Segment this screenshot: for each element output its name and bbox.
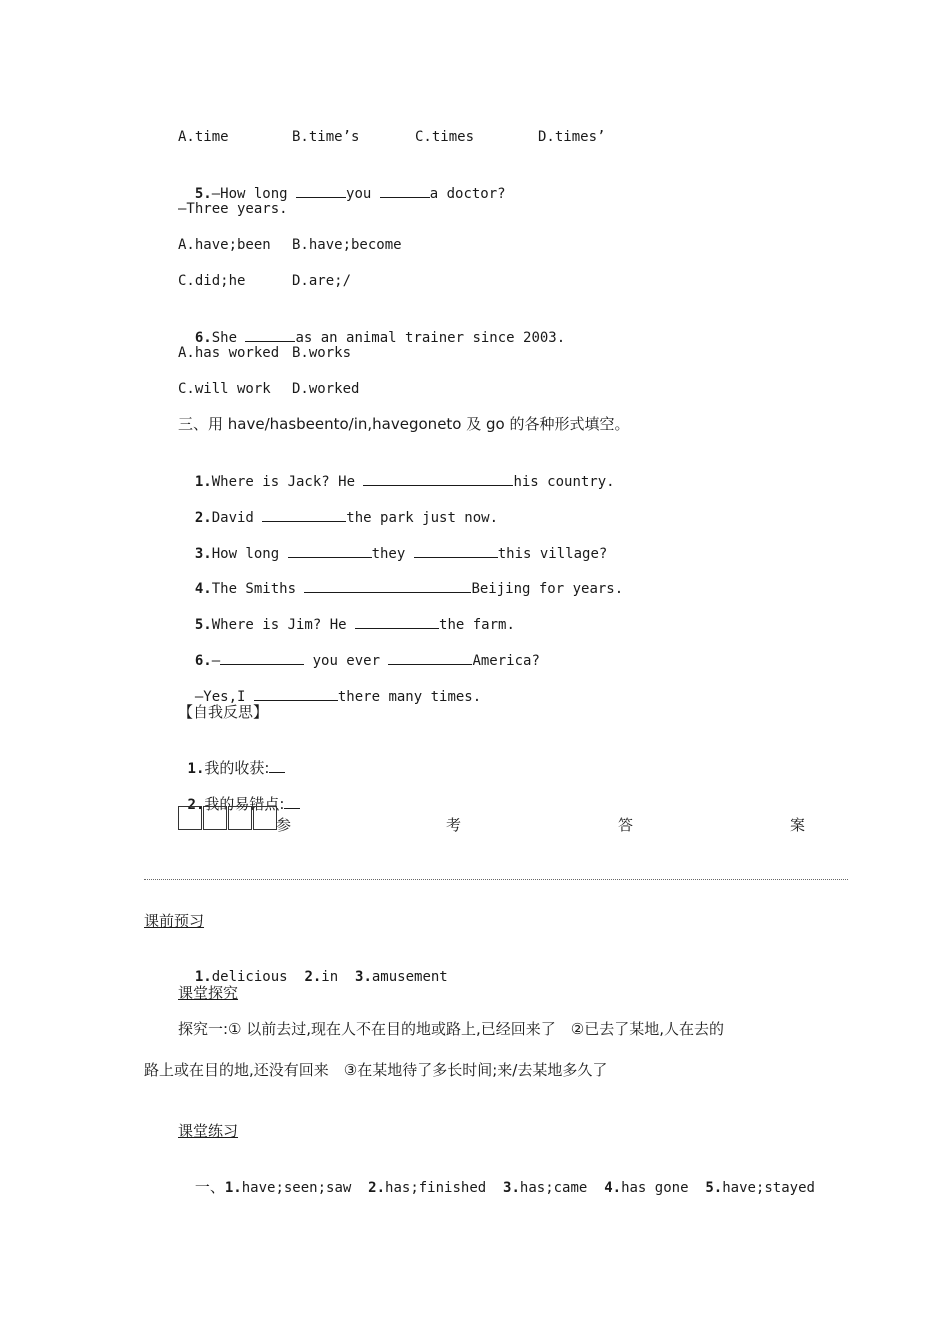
q6-option-b: B.works xyxy=(292,345,352,361)
box xyxy=(178,806,202,830)
explore-line-2: 路上或在目的地,还没有回来 ③在某地待了多长时间;来/去某地多久了 xyxy=(144,1061,608,1079)
q5-option-d: D.are;/ xyxy=(292,273,352,289)
box xyxy=(253,806,277,830)
blank xyxy=(262,507,346,522)
answer-key-char-1: 参 xyxy=(276,816,292,834)
blank xyxy=(304,578,471,593)
section3-item-2: 2.David the park just now. xyxy=(178,487,498,528)
section3-item-6: 6.— you ever America? xyxy=(178,630,540,671)
answer-key-char-2: 考 xyxy=(446,816,462,834)
section3-item-1: 1.Where is Jack? He his country. xyxy=(178,451,615,492)
blank xyxy=(269,758,285,773)
q6-question: 6.She as an animal trainer since 2003. xyxy=(178,307,565,348)
blank xyxy=(296,183,346,198)
box xyxy=(228,806,252,830)
q4-option-d: D.times’ xyxy=(538,129,606,145)
q6-option-c: C.will work xyxy=(178,381,271,397)
preview-answers: 1.delicious 2.in 3.amusement xyxy=(194,969,448,985)
blank xyxy=(254,686,338,701)
answer-key-char-4: 案 xyxy=(790,816,806,834)
blank xyxy=(284,794,300,809)
blank xyxy=(363,471,513,486)
preview-heading: 课前预习 xyxy=(144,912,205,930)
q5-option-c: C.did;he xyxy=(178,273,246,289)
answer-key-boxes xyxy=(178,806,278,830)
blank xyxy=(388,650,472,665)
section3-heading: 三、用 have/hasbeento/in,havegoneto 及 go 的各种形式填空。 xyxy=(178,415,630,433)
q5-answer-line: —Three years. xyxy=(178,201,288,217)
q6-option-a: A.has worked xyxy=(178,345,280,361)
section3-item-5: 5.Where is Jim? He the farm. xyxy=(178,594,515,635)
blank xyxy=(355,614,439,629)
practice-answers: 一、1.have;seen;saw 2.has;finished 3.has;came 4.has gone 5.have;stayed xyxy=(194,1178,815,1196)
blank xyxy=(245,327,295,342)
q5-option-b: B.have;become xyxy=(292,237,402,253)
q5-option-a: A.have;been xyxy=(178,237,271,253)
practice-heading: 课堂练习 xyxy=(178,1122,239,1140)
blank xyxy=(220,650,304,665)
explore-line-1: 探究一:① 以前去过,现在人不在目的地或路上,已经回来了 ②已去了某地,人在去的 xyxy=(178,1020,725,1038)
box xyxy=(203,806,227,830)
blank xyxy=(380,183,430,198)
section3-item-4: 4.The Smiths Beijing for years. xyxy=(178,558,623,599)
q4-option-c: C.times xyxy=(415,129,475,145)
section3-item-3: 3.How long they this village? xyxy=(178,523,607,564)
answer-key-char-3: 答 xyxy=(618,816,634,834)
blank xyxy=(414,543,498,558)
explore-heading: 课堂探究 xyxy=(178,984,239,1002)
reflection-error: 2.我的易错点: xyxy=(178,774,300,815)
reflection-heading: 【自我反思】 xyxy=(178,703,269,721)
q4-option-a: A.time xyxy=(178,129,229,145)
section-divider xyxy=(144,879,848,880)
q4-option-b: B.time’s xyxy=(292,129,360,145)
section3-item-6-reply: —Yes,I there many times. xyxy=(178,666,481,707)
q5-question: 5.—How long you a doctor? xyxy=(178,163,506,204)
q6-option-d: D.worked xyxy=(292,381,360,397)
reflection-gain: 1.我的收获: xyxy=(178,738,285,779)
blank xyxy=(288,543,372,558)
